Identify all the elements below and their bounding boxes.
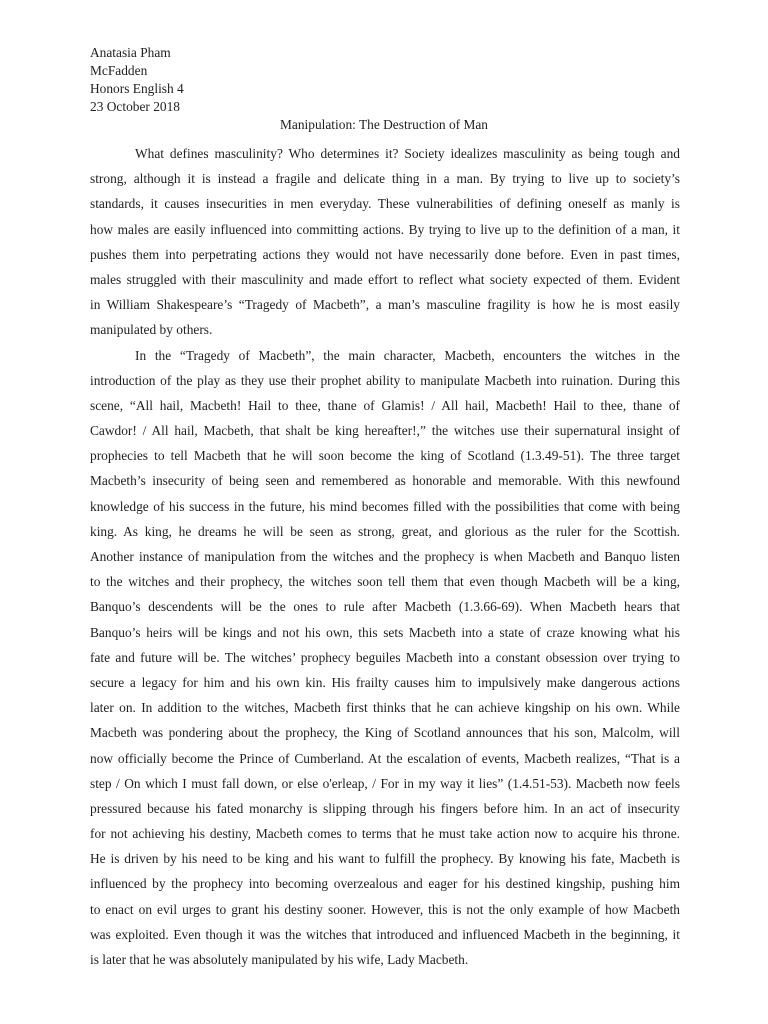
body-line: was exploited. Even though it was the witches that introduced and influenced Macbeth in the beginning, it: [90, 926, 680, 942]
body-line: Banquo’s heirs will be kings and not his own, this sets Macbeth into a state of craze knowing what his: [90, 624, 680, 640]
header-block: [90, 44, 184, 116]
teacher-name: McFadden: [90, 63, 148, 78]
course-name: Honors English 4: [90, 81, 184, 96]
body-line: Macbeth’s insecurity of being seen and remembered as honorable and memorable. With this newfound: [90, 473, 680, 489]
body-line: to the witches and their prophecy, the witches soon tell them that even though Macbeth will be a king,: [90, 574, 680, 590]
body-line: is later that he was absolutely manipulated by his wife, Lady Macbeth.: [90, 952, 469, 967]
body-line: in William Shakespeare’s “Tragedy of Macbeth”, a man’s masculine fragility is how he is most easily: [90, 297, 680, 313]
body-line: He is driven by his need to be king and his want to fulfill the prophecy. By knowing his fate, Macbeth is: [90, 851, 680, 867]
body-line: influenced by the prophecy into becoming overzealous and eager for his destined kingship, pushing him: [90, 876, 680, 892]
author-name: Anatasia Pham: [90, 45, 171, 60]
body-line: Another instance of manipulation from the witches and the prophecy is when Macbeth and Banquo listen: [90, 549, 680, 564]
body-line: Macbeth was pondering about the prophecy, the King of Scotland announces that his son, Malcolm, will: [90, 725, 680, 741]
essay-title: Manipulation: The Destruction of Man: [279, 117, 488, 132]
body-line: now officially become the Prince of Cumberland. At the escalation of events, Macbeth realizes, “That is a: [90, 750, 680, 766]
body-line: Banquo’s descendents will be the ones to rule after Macbeth (1.3.66-69). When Macbeth hears that: [90, 599, 680, 615]
essay-body: [90, 141, 680, 972]
body-line: standards, it causes insecurities in men everyday. These vulnerabilities of defining oneself as manly is: [90, 196, 680, 212]
body-line: scene, “All hail, Macbeth! Hail to thee, thane of Glamis! / All hail, Macbeth! Hail to thee, thane of: [90, 397, 680, 413]
body-line: fate and future will be. The witches’ prophecy beguiles Macbeth into a constant obsession over trying to: [90, 649, 680, 665]
body-line: king. As king, he dreams he will be seen as strong, great, and glorious as the ruler for the Scottish.: [90, 523, 680, 539]
essay-date: 23 October 2018: [90, 99, 180, 114]
body-line: to enact on evil urges to grant his destiny sooner. However, this is not the only example of how Macbeth: [90, 901, 680, 917]
body-line: males struggled with their masculinity and made effort to reflect what society expected of them. Evident: [90, 271, 680, 287]
body-line: In the “Tragedy of Macbeth”, the main character, Macbeth, encounters the witches in the: [135, 347, 680, 363]
body-line: knowledge of his success in the future, his mind becomes filled with the possibilities that come with being: [90, 498, 680, 514]
body-line: pushes them into perpetrating actions they would not have necessarily done before. Even in past times,: [90, 246, 680, 262]
body-line: What defines masculinity? Who determines it? Society idealizes masculinity as being tough and: [135, 146, 680, 161]
body-line: pressured because his fated monarchy is slipping through his fingers before him. In an act of insecurity: [90, 800, 680, 816]
body-line: introduction of the play as they use their prophet ability to manipulate Macbeth into ruination. During this: [90, 372, 680, 388]
body-line: step / On which I must fall down, or else o'erleap, / For in my way it lies” (1.4.51-53). Macbeth now feels: [90, 775, 680, 791]
body-line: prophecies to tell Macbeth that he will soon become the king of Scotland (1.3.49-51). The three target: [90, 448, 680, 464]
body-line: secure a legacy for him and his own kin. His frailty causes him to impulsively make dangerous actions: [90, 674, 680, 690]
body-line: how males are easily influenced into committing actions. By trying to live up to the definition of a man, it: [90, 221, 680, 237]
body-line: later on. In addition to the witches, Macbeth first thinks that he can achieve kingship on his own. While: [90, 700, 680, 716]
body-line: strong, although it is instead a fragile and delicate thing in a man. By trying to live up to society’s: [90, 171, 680, 187]
body-line: Cawdor! / All hail, Macbeth, that shalt be king hereafter!,” the witches use their supernatural insight of: [90, 423, 680, 439]
body-line: for not achieving his destiny, Macbeth comes to terms that he must take action now to acquire his throne.: [90, 826, 680, 842]
body-line: manipulated by others.: [90, 322, 213, 338]
